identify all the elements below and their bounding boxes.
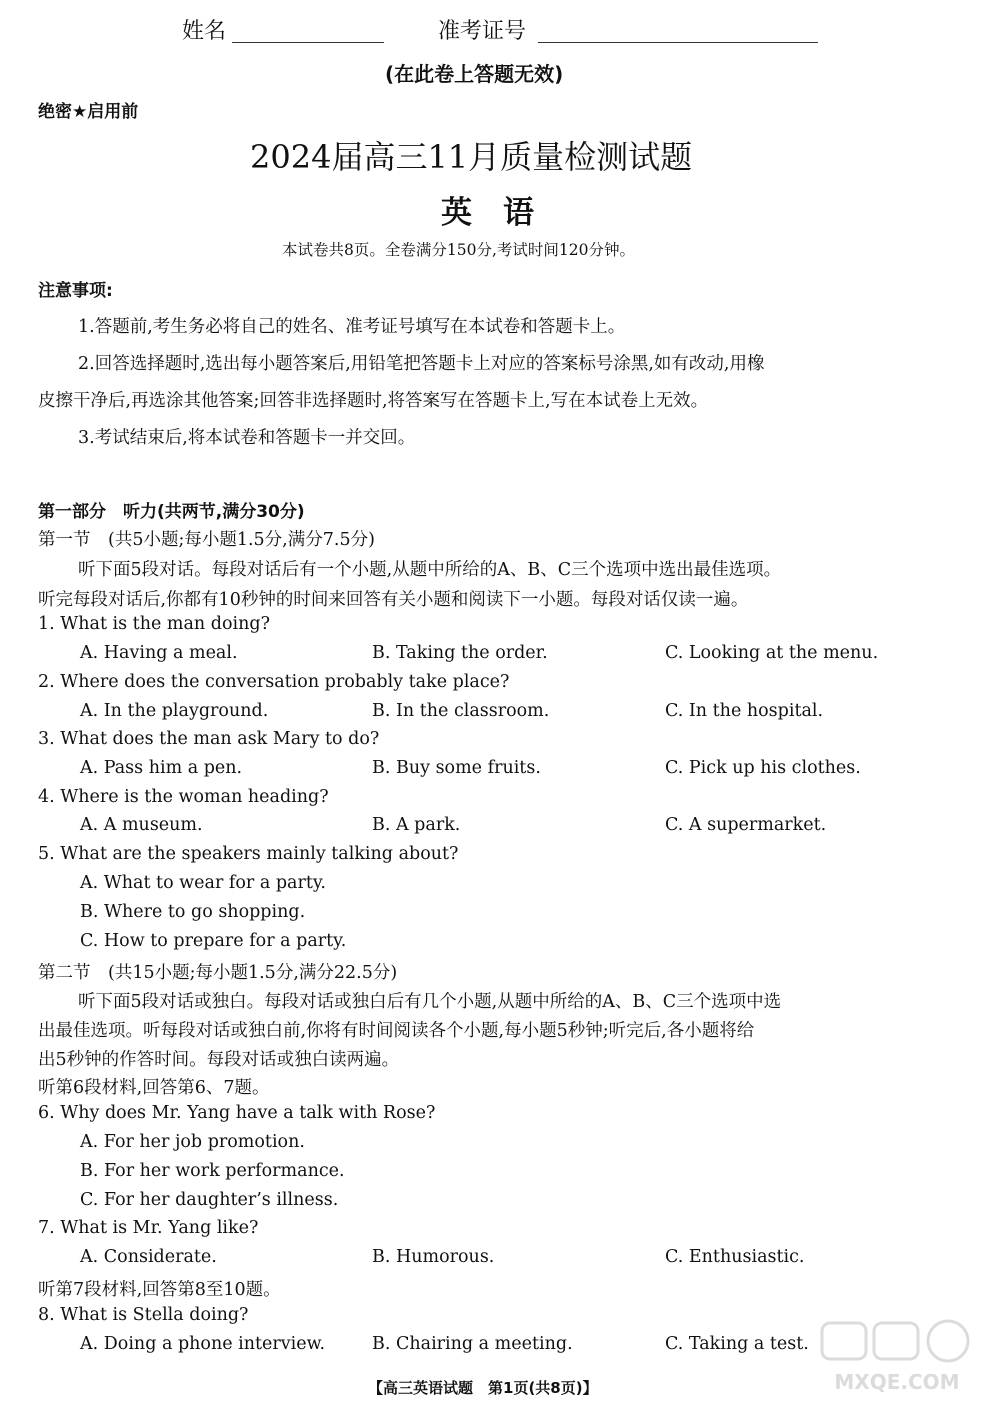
instruction-2b: 皮擦干净后,再选涂其他答案;回答非选择题时,将答案写在答题卡上,写在本试卷上无效。 <box>38 391 709 411</box>
question-7-option-b[interactable]: B. Humorous. <box>372 1247 495 1267</box>
question-6-option-a[interactable]: A. For her job promotion. <box>80 1132 305 1152</box>
section1-text-b: 听完每段对话后,你都有10秒钟的时间来回答有关小题和阅读下一小题。每段对话仅读一遍。 <box>38 590 749 610</box>
section1-heading: 第一节 (共5小题;每小题1.5分,满分7.5分) <box>38 530 375 550</box>
material-6-note: 听第6段材料,回答第6、7题。 <box>38 1078 270 1098</box>
question-2-option-a[interactable]: A. In the playground. <box>80 701 269 721</box>
section2-text-c: 出5秒钟的作答时间。每段对话或独白读两遍。 <box>38 1050 400 1070</box>
question-3-option-c[interactable]: C. Pick up his clothes. <box>665 758 861 778</box>
question-4-option-b[interactable]: B. A park. <box>372 815 461 835</box>
question-2-option-c[interactable]: C. In the hospital. <box>665 701 824 721</box>
question-8-option-c[interactable]: C. Taking a test. <box>665 1334 809 1354</box>
question-6-stem: 6. Why does Mr. Yang have a talk with Rose? <box>38 1103 436 1123</box>
question-3-stem: 3. What does the man ask Mary to do? <box>38 729 380 749</box>
name-field[interactable] <box>232 42 384 43</box>
part1-heading: 第一部分 听力(共两节,满分30分) <box>38 502 305 522</box>
question-8-stem: 8. What is Stella doing? <box>38 1305 249 1325</box>
question-1-stem: 1. What is the man doing? <box>38 614 270 634</box>
id-field[interactable] <box>538 42 818 43</box>
question-7-option-c[interactable]: C. Enthusiastic. <box>665 1247 805 1267</box>
question-5-option-a[interactable]: A. What to wear for a party. <box>80 873 326 893</box>
section2-text-b: 出最佳选项。听每段对话或独白前,你将有时间阅读各个小题,每小题5秒钟;听完后,各小题将给 <box>38 1021 755 1041</box>
question-2-option-b[interactable]: B. In the classroom. <box>372 701 550 721</box>
section1-text-a: 听下面5段对话。每段对话后有一个小题,从题中所给的A、B、C三个选项中选出最佳选项。 <box>78 560 782 580</box>
question-6-option-b[interactable]: B. For her work performance. <box>80 1161 345 1181</box>
section2-text-a: 听下面5段对话或独白。每段对话或独白后有几个小题,从题中所给的A、B、C三个选项中选 <box>78 992 782 1012</box>
question-6-option-c[interactable]: C. For her daughter’s illness. <box>80 1190 339 1210</box>
question-5-option-c[interactable]: C. How to prepare for a party. <box>80 931 347 951</box>
exam-info: 本试卷共8页。全卷满分150分,考试时间120分钟。 <box>282 241 635 259</box>
question-1-option-b[interactable]: B. Taking the order. <box>372 643 548 663</box>
page-footer: 【高三英语试题 第1页(共8页)】 <box>368 1379 598 1397</box>
instruction-1: 1.答题前,考生务必将自己的姓名、准考证号填写在本试卷和答题卡上。 <box>78 317 626 337</box>
instructions-heading: 注意事项: <box>38 281 113 301</box>
exam-title: 2024届高三11月质量检测试题 <box>250 138 693 176</box>
question-1-option-c[interactable]: C. Looking at the menu. <box>665 643 879 663</box>
question-4-option-c[interactable]: C. A supermarket. <box>665 815 827 835</box>
question-4-option-a[interactable]: A. A museum. <box>80 815 203 835</box>
question-4-stem: 4. Where is the woman heading? <box>38 787 329 807</box>
question-8-option-b[interactable]: B. Chairing a meeting. <box>372 1334 573 1354</box>
id-label: 准考证号 <box>438 19 527 44</box>
secret-mark: 绝密★启用前 <box>38 102 139 122</box>
question-8-option-a[interactable]: A. Doing a phone interview. <box>80 1334 326 1354</box>
question-3-option-b[interactable]: B. Buy some fruits. <box>372 758 541 778</box>
question-1-option-a[interactable]: A. Having a meal. <box>80 643 238 663</box>
name-label: 姓名 <box>182 19 227 44</box>
instruction-2a: 2.回答选择题时,选出每小题答案后,用铅笔把答题卡上对应的答案标号涂黑,如有改动,用橡 <box>78 354 765 374</box>
watermark-logo <box>812 1315 982 1395</box>
question-3-option-a[interactable]: A. Pass him a pen. <box>80 758 243 778</box>
instruction-3: 3.考试结束后,将本试卷和答题卡一并交回。 <box>78 428 416 448</box>
material-7-note: 听第7段材料,回答第8至10题。 <box>38 1280 281 1300</box>
question-7-option-a[interactable]: A. Considerate. <box>80 1247 217 1267</box>
notice: (在此卷上答题无效) <box>385 62 564 86</box>
question-7-stem: 7. What is Mr. Yang like? <box>38 1218 259 1238</box>
svg-text:MXQE.COM: MXQE.COM <box>834 1370 960 1394</box>
question-2-stem: 2. Where does the conversation probably take place? <box>38 672 510 692</box>
question-5-option-b[interactable]: B. Where to go shopping. <box>80 902 306 922</box>
subject-title: 英 语 <box>441 195 534 231</box>
question-5-stem: 5. What are the speakers mainly talking about? <box>38 844 459 864</box>
section2-heading: 第二节 (共15小题;每小题1.5分,满分22.5分) <box>38 963 398 983</box>
